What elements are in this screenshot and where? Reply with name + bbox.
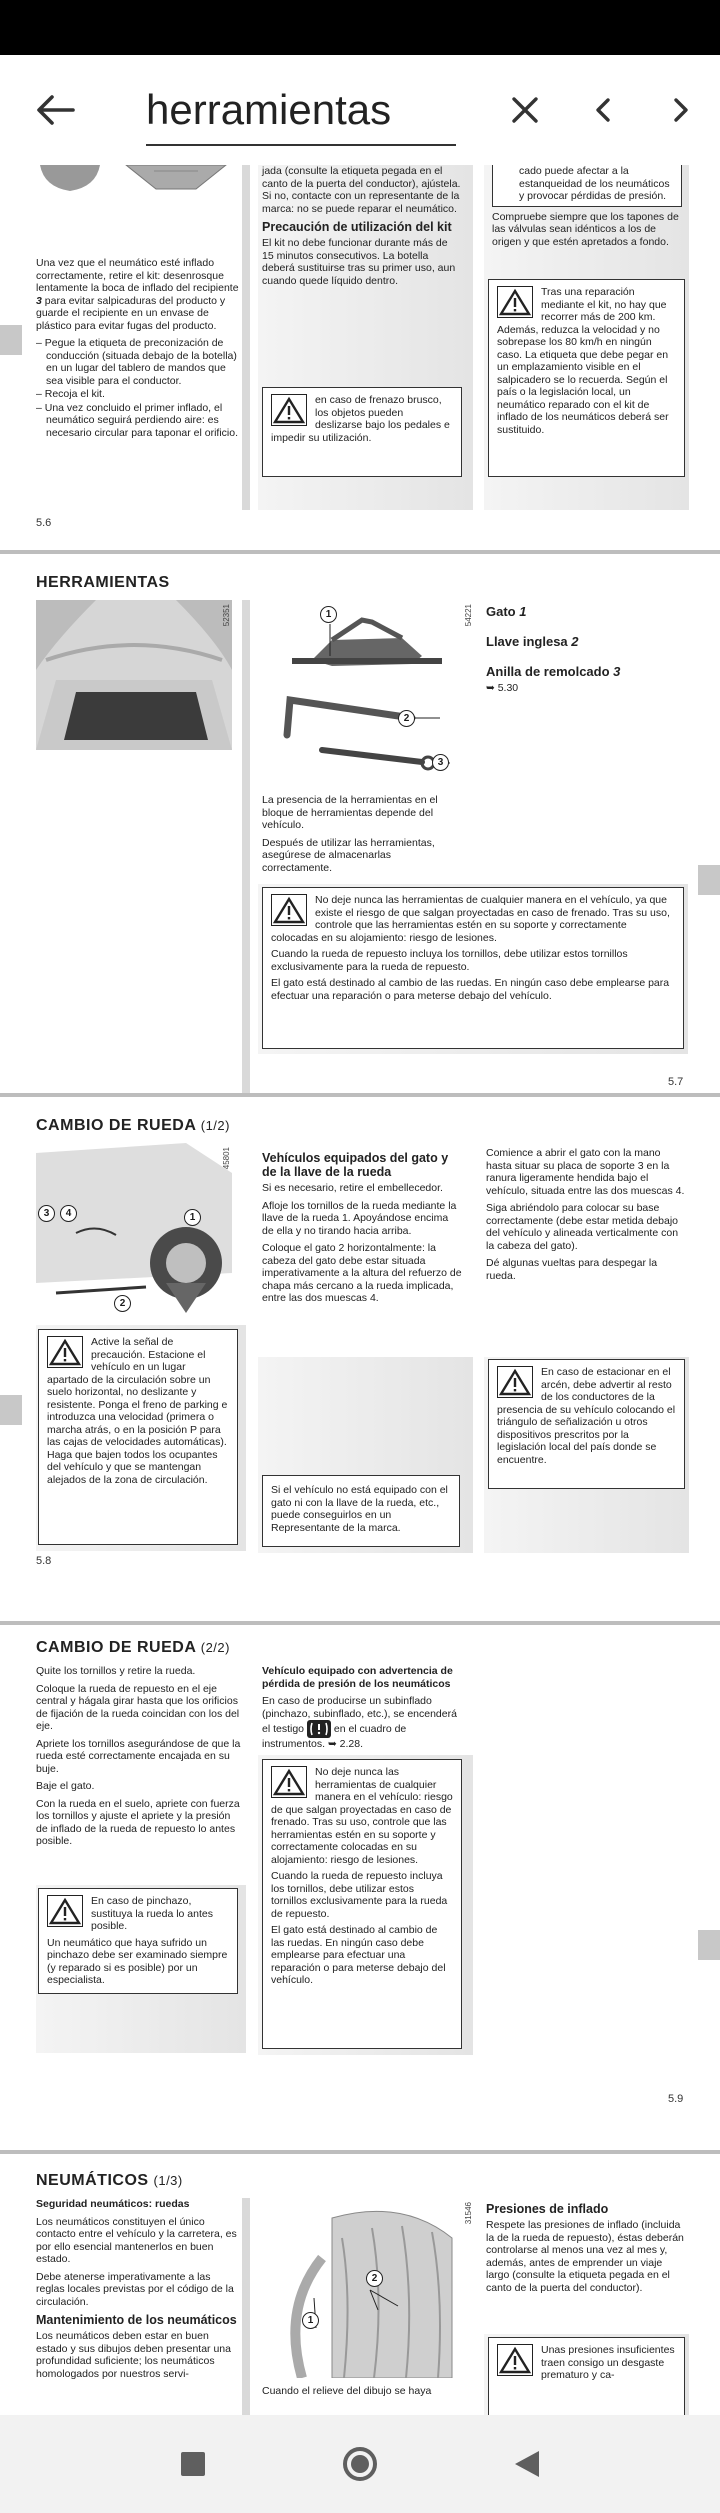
- page-5-10-col2: [262, 2385, 462, 2403]
- col-text: cado puede afectar a la estanqueidad de los neumáticos y provocar pérdidas de presión.: [519, 165, 670, 202]
- col-text: Coloque la rueda de repuesto en el eje central y hágala girar hasta que los orificios de fijación de la rueda coincidan con los del eje.: [36, 1682, 240, 1732]
- page-number: 5.8: [36, 1555, 52, 1567]
- col-text: Cuando el relieve del dibujo se haya: [262, 2385, 432, 2397]
- col-text: Compruebe siempre que los tapones de las válvulas sean idénticos a los de origen y que estén apretados a fondo.: [492, 210, 679, 248]
- callout-3: 3: [432, 754, 449, 771]
- warning-triangle-icon: [271, 894, 307, 926]
- col-text: Siga abriéndolo para colocar su base correctamente (debe estar metida debajo del vehículo y alineada verticalmente con la cabeza del gato).: [486, 1202, 679, 1252]
- ref-number: 1: [519, 604, 527, 619]
- warning-triangle-icon: [47, 1895, 83, 1927]
- warning-box: [488, 2337, 685, 2415]
- tire-tread-figure: [262, 2198, 462, 2378]
- callout-1: 1: [184, 1209, 201, 1226]
- page-side-tab: [698, 865, 720, 895]
- page-5-6: [0, 165, 720, 550]
- warning-box: [262, 387, 462, 477]
- warning-triangle-icon: [497, 286, 533, 318]
- col-text: Si es necesario, retire el embellecedor.: [262, 1182, 443, 1194]
- warning-box: [262, 887, 684, 1049]
- page-title-part: (2/2): [200, 1640, 230, 1655]
- page-side-tab: [0, 325, 22, 355]
- figure-code: 31546: [464, 2202, 473, 2225]
- warning-text: Cuando la rueda de repuesto incluya los tornillos, debe utilizar estos tornillos exclusivamente para la rueda de repuesto.: [271, 1870, 448, 1920]
- warning-text: Unas presiones insuficientes traen consigo un desgaste prematuro y ca-: [541, 2344, 675, 2381]
- note-text: Si el vehículo no está equipado con el gato ni con la llave de la rueda, etc., puede conseguirlos en un Representante de la marca.: [271, 1484, 448, 1534]
- page-5-7-col3: [486, 604, 686, 701]
- section-heading: Vehículos equipados del gato y de la llave de la rueda: [262, 1151, 449, 1179]
- page-title: HERRAMIENTAS: [36, 574, 170, 591]
- col-text: Coloque el gato 2 horizontalmente: la cabeza del gato debe estar situada imperativamente a la altura del refuerzo de chapa más cercano a la rueda implicada, entre las dos muescas 4.: [262, 1242, 462, 1304]
- callout-2: 2: [398, 710, 415, 727]
- page-title: [36, 1639, 230, 1657]
- page-5-9-col2: [262, 1665, 462, 1756]
- tool-name: Anilla de remolcado: [486, 664, 610, 679]
- col-text: El kit no debe funcionar durante más de 15 minutos consecutivos. La botella deberá sustituirse tras su primer uso, aun cuando quede líquido dentro.: [262, 237, 456, 287]
- warning-text: El gato está destinado al cambio de las ruedas. En ningún caso debe emplearse para efectuar una reparación o para meterse debajo del vehículo.: [271, 977, 670, 1002]
- page-5-6-col1: [36, 257, 241, 440]
- inflation-kit-illustration: [36, 165, 236, 197]
- tool-name: Gato: [486, 604, 516, 619]
- section-heading: Presiones de inflado: [486, 2202, 609, 2216]
- col-text: Quite los tornillos y retire la rueda.: [36, 1665, 196, 1677]
- col-text: Baje el gato.: [36, 1780, 95, 1792]
- warning-text: Un neumático que haya sufrido un pinchazo debe ser examinado siempre (y reparado si es posible) por un especialista.: [47, 1936, 228, 1986]
- col-text: Después de utilizar las herramientas, asegúrese de almacenarlas correctamente.: [262, 836, 435, 874]
- page-5-10-col3: [486, 2198, 686, 2299]
- col-text: Dé algunas vueltas para despegar la rueda.: [486, 1257, 658, 1282]
- warning-triangle-icon: [271, 1766, 307, 1798]
- page-title-part: (1/3): [153, 2173, 183, 2188]
- warning-box: [262, 1759, 462, 2049]
- page-side-tab: [0, 1395, 22, 1425]
- tools-figure: [262, 600, 472, 780]
- page-5-6-col2: [262, 165, 462, 292]
- warning-triangle-icon: [497, 1366, 533, 1398]
- trunk-illustration: [36, 600, 232, 750]
- col-text: Comience a abrir el gato con la mano hasta situar su placa de soporte 3 en la ranura ligeramente hendida bajo el vehículo, situada entre las dos muescas 4.: [486, 1147, 685, 1197]
- ref-number: 3: [613, 664, 621, 679]
- list-item: – Recoja el kit.: [36, 388, 105, 400]
- info-note: [262, 1475, 460, 1547]
- warning-triangle-icon: [47, 1336, 83, 1368]
- recents-square-icon[interactable]: [163, 2434, 223, 2494]
- figure-code: 45801: [222, 1147, 231, 1170]
- tools-illustration: [262, 600, 472, 780]
- page-number: 5.7: [668, 1076, 684, 1088]
- page-title: [36, 2172, 183, 2190]
- find-query-input[interactable]: herramientas: [110, 80, 486, 140]
- page-title-text: NEUMÁTICOS: [36, 2172, 149, 2189]
- warning-text: En caso de pinchazo, sustituya la rueda lo antes posible.: [91, 1895, 213, 1932]
- status-bar: [0, 0, 720, 55]
- tool-name: Llave inglesa: [486, 634, 568, 649]
- callout-1: 1: [320, 606, 337, 623]
- page-5-8: [0, 1097, 720, 1621]
- warning-triangle-icon: [497, 2344, 533, 2376]
- wheel-change-figure: [36, 1143, 232, 1319]
- page-title-text: CAMBIO DE RUEDA: [36, 1639, 196, 1656]
- tire-tread-illustration: [262, 2198, 462, 2378]
- page-title-part: (1/2): [200, 1118, 230, 1133]
- page-5-9: [0, 1625, 720, 2149]
- page-5-8-col2: [262, 1147, 462, 1310]
- figure-code: 54221: [464, 604, 473, 627]
- callout-1: 1: [302, 2312, 319, 2329]
- home-circle-icon[interactable]: [330, 2434, 390, 2494]
- callout-2: 2: [114, 1295, 131, 1312]
- warning-text: en caso de frenazo brusco, los objetos pueden deslizarse bajo los pedales e impedir su utilización.: [271, 394, 450, 444]
- col-text: Los neumáticos deben estar en buen estado y sus dibujos deben presentar una profundidad suficiente; los neumáticos homologados por nuestros servi-: [36, 2330, 231, 2380]
- chevron-left-icon[interactable]: [564, 55, 642, 165]
- page-title: [36, 1117, 230, 1135]
- callout-2: 2: [366, 2270, 383, 2287]
- warning-text: El gato está destinado al cambio de las ruedas. En ningún caso debe emplearse para efectuar una reparación o para meterse debajo del vehículo.: [271, 1924, 446, 1986]
- warning-text: Tras una reparación mediante el kit, no hay que recorrer más de 200 km. Además, reduzca la velocidad y no sobrepase los 80 km/h en ningún caso. La etiqueta que debe pegar en un emplazamiento visible en el salpicadero se lo recuerda. Según el país o la legislación local, un neumático reparado con el kit de inflado de los neumáticos deberá ser sustituido.: [497, 286, 669, 436]
- warning-triangle-icon: [271, 394, 307, 426]
- ref-number: 2: [571, 634, 579, 649]
- warning-text: En caso de estacionar en el arcén, debe advertir al resto de los conductores de la presencia de su vehículo colocando el triángulo de señalización u otros dispositivos prescritos por la legislación local del país donde se encuentre.: [497, 1366, 676, 1466]
- callout-3: 3: [38, 1205, 55, 1222]
- back-triangle-icon[interactable]: [497, 2434, 557, 2494]
- page-title-text: CAMBIO DE RUEDA: [36, 1117, 196, 1134]
- navigation-bar: [0, 2415, 720, 2513]
- back-arrow-icon[interactable]: [0, 55, 110, 165]
- warning-box: [38, 1888, 238, 1994]
- warning-text: No deje nunca las herramientas de cualquier manera en el vehículo, ya que existe el riesgo de que salgan proyectadas en caso de frenado. Tras su uso, controle que las herramientas estén en su soporte y correctamente colocadas en su alojamiento: riesgo de lesiones.: [271, 894, 670, 944]
- page-reference[interactable]: ➥ 5.30: [486, 682, 519, 694]
- chevron-right-icon[interactable]: [642, 55, 720, 165]
- col-text: en el cuadro de instrumentos. ➥ 2.28.: [262, 1722, 407, 1750]
- col-text: Con la rueda en el suelo, apriete con fuerza los tornillos y ajuste el apriete y la presión de inflado de la rueda de repuesto lo antes posible.: [36, 1797, 240, 1847]
- wheel-change-illustration: [36, 1143, 232, 1319]
- col-text: Afloje los tornillos de la rueda mediante la llave de la rueda 1. Apoyándose encima de ella y no tirando hacia arriba.: [262, 1199, 457, 1237]
- warning-text: Cuando la rueda de repuesto incluya los tornillos, debe utilizar estos tornillos exclusivamente para la rueda de repuesto.: [271, 948, 628, 973]
- col-text: En caso de producirse un subinflado (pinchazo, subinflado, etc.), se encenderá el testigo: [262, 1695, 457, 1735]
- col-text: para evitar salpicaduras del producto y guarde el recipiente en un envase de plástico para evitar fugas del producto.: [36, 294, 226, 332]
- col-text: Una vez que el neumático esté inflado correctamente, retire el kit: desenrosque lentamente la boca de inflado del recipiente: [36, 257, 239, 294]
- section-heading: Seguridad neumáticos: ruedas: [36, 2198, 190, 2210]
- document-viewport[interactable]: [0, 165, 720, 2415]
- col-text: Los neumáticos constituyen el único contacto entre el vehículo y la carretera, es por ello esencial mantenerlos en buen estado.: [36, 2215, 237, 2265]
- col-text: Debe atenerse imperativamente a las reglas locales previstas por el código de la circulación.: [36, 2270, 234, 2308]
- page-5-10: [0, 2154, 720, 2415]
- find-in-page-bar: [0, 55, 720, 165]
- close-icon[interactable]: [486, 55, 564, 165]
- col-text: La presencia de la herramientas en el bloque de herramientas depende del vehículo.: [262, 794, 438, 831]
- page-5-7-col2: [262, 794, 462, 879]
- page-5-9-col1: [36, 1665, 241, 1853]
- col-text: jada (consulte la etiqueta pegada en el canto de la puerta del conductor), ajústela. Si no, contacte con un representante de la marca: no se puede reparar el neumático.: [262, 165, 461, 215]
- warning-box: [488, 279, 685, 477]
- warning-text: No deje nunca las herramientas de cualquier manera en el vehículo: riesgo de que salgan proyectadas en caso de frenado. Tras su uso, controle que las herramientas estén en su soporte y correctamente colocadas en su alojamiento: riesgo de lesiones.: [271, 1766, 453, 1866]
- warning-text: Active la señal de precaución. Estacione el vehículo en un lugar apartado de la circulación sobre un suelo horizontal, no deslizante y resistente. Ponga el freno de parking e introduzca una velocidad (primera o marcha atrás, o en la posición P para las cajas de velocidades automáticas). Haga que bajen todos los ocupantes del vehículo y que se mantengan alejados de la zona de circulación.: [47, 1336, 228, 1486]
- col-text: Respete las presiones de inflado (incluida la de la rueda de repuesto), éstas deberán controlarse al menos una vez al mes y, además, antes de emprender un viaje largo (consulte la etiqueta pegada en el canto de la puerta del conductor).: [486, 2219, 684, 2294]
- list-item: – Una vez concluido el primer inflado, el neumático seguirá perdiendo aire: es necesario circular para taponar el orificio.: [36, 401, 239, 439]
- warning-box: [38, 1329, 238, 1545]
- callout-4: 4: [60, 1205, 77, 1222]
- section-heading: Vehículo equipado con advertencia de pérdida de presión de los neumáticos: [262, 1665, 453, 1690]
- page-number: 5.9: [668, 2093, 684, 2105]
- trunk-figure: [36, 600, 232, 750]
- page-5-10-col1: [36, 2198, 241, 2385]
- section-heading: Precaución de utilización del kit: [262, 220, 452, 234]
- figure-code: 52351: [222, 604, 231, 627]
- list-item: – Pegue la etiqueta de preconización de conducción (situada debajo de la botella) en un lugar del tablero de mandos que sea visible para el conductor.: [36, 337, 237, 387]
- warning-box: [488, 1359, 685, 1489]
- column-shade: [242, 165, 250, 510]
- ref-number: 3: [36, 294, 42, 307]
- page-5-8-col3: [486, 1147, 686, 1287]
- col-text: Apriete los tornillos asegurándose de que la rueda esté correctamente encajada en su buje.: [36, 1737, 241, 1775]
- page-5-6-col3: [492, 165, 682, 253]
- tire-pressure-warning-icon: [307, 1720, 331, 1738]
- column-shade: [242, 2198, 250, 2415]
- section-heading: Mantenimiento de los neumáticos: [36, 2313, 237, 2327]
- page-side-tab: [698, 1930, 720, 1960]
- page-number: 5.6: [36, 517, 52, 529]
